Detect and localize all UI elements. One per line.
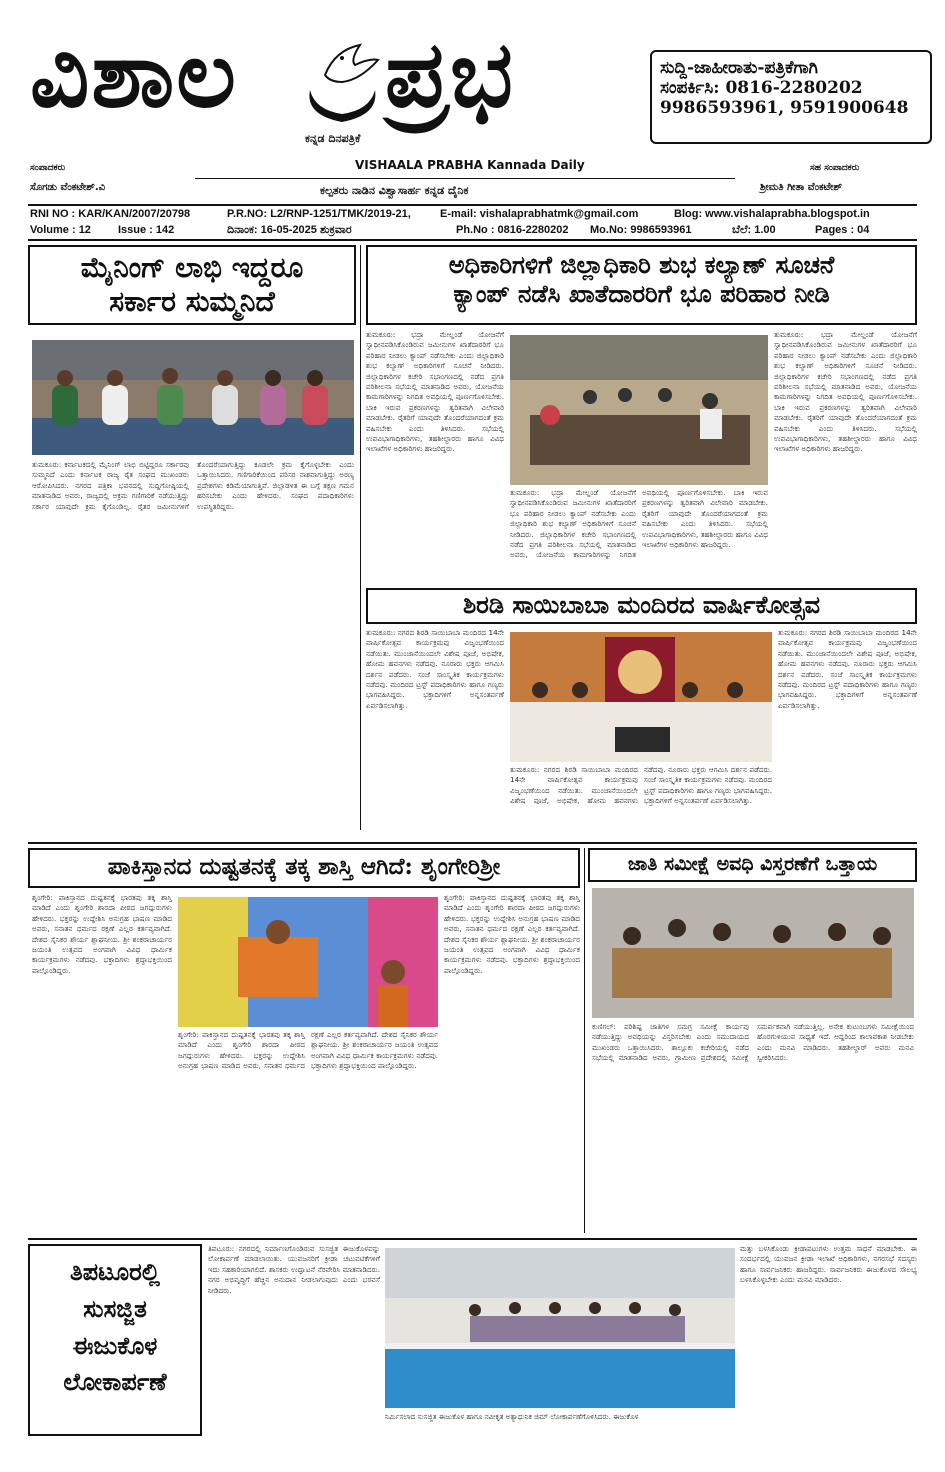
article6-headline-line2: ಸುಸಜ್ಜಿತ	[83, 1293, 147, 1323]
article2-headline-box	[366, 245, 917, 325]
article2-headline-line2: ಕ್ಯಾಂಪ್ ನಡೆಸಿ ಖಾತೆದಾರರಿಗೆ ಭೂ ಪರಿಹಾರ ನೀಡಿ	[453, 278, 830, 308]
price: ಬೆಲೆ: 1.00	[732, 224, 776, 236]
dove-emblem-icon	[300, 30, 385, 130]
column-divider	[360, 245, 361, 830]
masthead-english-name: VISHAALA PRABHA Kannada Daily	[355, 158, 585, 172]
article1-photo	[32, 340, 354, 455]
masthead-tagline: ಕನ್ನಡ ದಿನಪತ್ರಿಕೆ	[305, 132, 361, 145]
co-editor-name: ಶ್ರೀಮತಿ ಗೀತಾ ವೆಂಕಟೇಶ್	[760, 182, 843, 193]
meta-bottom-rule	[28, 239, 917, 241]
article6-headline-box	[28, 1244, 202, 1436]
contact-line-1: ಸುದ್ದಿ-ಜಾಹೀರಾತು-ಪತ್ರಿಕೆಗಾಗಿ	[660, 58, 818, 78]
contact-line-3: 9986593961, 9591900648	[660, 98, 909, 118]
article1-headline-line2: ಸರ್ಕಾರ ಸುಮ್ಮನಿದೆ	[109, 284, 275, 318]
phone: Ph.No : 0816-2280202	[456, 224, 569, 236]
article4-headline-box	[28, 848, 580, 888]
article6-body-right: ಮತ್ತು ಬಳಸಿಕೊಂಡು ಕ್ರೀಡಾಪಟುಗಳು ಉತ್ತಮ ಸಾಧನೆ ಮಾಡಬೇಕು. ಈ ಸಂದರ್ಭದಲ್ಲಿ ಯುವಜನ ಕ್ರೀಡಾ ಇಲಾಖೆ ಅಧಿಕಾರಿಗಳು, ನಗರಸಭೆ ಸದಸ್ಯರು ಹಾಗೂ ಸಾರ್ವಜನಿಕರು ಹಾಜರಿದ್ದರು. ಸಾರ್ವಜನಿಕರು ಈಜುಕೊಳದ ಸೌಲಭ್ಯ ಬಳಸಿಕೊಳ್ಳಬೇಕು ಎಂದು ಮನವಿ ಮಾಡಿದರು.	[740, 1244, 917, 1285]
article2-body-left: ತುಮಕೂರು: ಭದ್ರಾ ಮೇಲ್ದಂಡೆ ಯೋಜನೆಗೆ ಸ್ವಾಧೀನಪಡಿಸಿಕೊಂಡಿರುವ ಜಮೀನುಗಳ ಖಾತೆದಾರರಿಗೆ ಭೂ ಪರಿಹಾರ ನೀಡಲು ಕ್ಯಾಂಪ್ ನಡೆಸಬೇಕು ಎಂದು ಜಿಲ್ಲಾಧಿಕಾರಿ ಶುಭ ಕಲ್ಯಾಣ್ ಅಧಿಕಾರಿಗಳಿಗೆ ಸೂಚನೆ ನೀಡಿದರು. ಜಿಲ್ಲಾಧಿಕಾರಿಗಳ ಕಚೇರಿ ಸಭಾಂಗಣದಲ್ಲಿ ನಡೆದ ಪ್ರಗತಿ ಪರಿಶೀಲನಾ ಸಭೆಯಲ್ಲಿ ಮಾತನಾಡಿದ ಅವರು, ಯೋಜನೆಯ ಕಾಮಗಾರಿಗಳನ್ನು ನಿಗದಿತ ಅವಧಿಯಲ್ಲಿ ಪೂರ್ಣಗೊಳಿಸಬೇಕು. ಬಾಕಿ ಇರುವ ಪ್ರಕರಣಗಳನ್ನು ತ್ವರಿತವಾಗಿ ವಿಲೇವಾರಿ ಮಾಡಬೇಕು. ರೈತರಿಗೆ ಯಾವುದೇ ತೊಂದರೆಯಾಗದಂತೆ ಕ್ರಮ ವಹಿಸಬೇಕು ಎಂದು ತಿಳಿಸಿದರು. ಸಭೆಯಲ್ಲಿ ಉಪವಿಭಾಗಾಧಿಕಾರಿಗಳು, ತಹಶೀಲ್ದಾರರು ಹಾಗೂ ವಿವಿಧ ಇಲಾಖೆಗಳ ಅಧಿಕಾರಿಗಳು ಹಾಜರಿದ್ದರು.	[366, 330, 504, 454]
article3-body-right: ತುಮಕೂರು: ನಗರದ ಶಿರಡಿ ಸಾಯಿಬಾಬಾ ಮಂದಿರದ 14ನೇ ವಾರ್ಷಿಕೋತ್ಸವ ಕಾರ್ಯಕ್ರಮವು ವಿಜೃಂಭಣೆಯಿಂದ ನಡೆಯಿತು. ಮುಂಜಾನೆಯಿಂದಲೇ ವಿಶೇಷ ಪೂಜೆ, ಅಭಿಷೇಕ, ಹೋಮ ಹವನಗಳು ನಡೆದವು. ನೂರಾರು ಭಕ್ತರು ಆಗಮಿಸಿ ದರ್ಶನ ಪಡೆದರು. ಸಂಜೆ ಸಾಂಸ್ಕೃತಿಕ ಕಾರ್ಯಕ್ರಮಗಳು ನಡೆದವು. ಮಂದಿರದ ಟ್ರಸ್ಟ್ ಪದಾಧಿಕಾರಿಗಳು ಹಾಗೂ ಗಣ್ಯರು ಭಾಗವಹಿಸಿದ್ದರು. ಭಕ್ತಾದಿಗಳಿಗೆ ಅನ್ನಸಂತರ್ಪಣೆ ಏರ್ಪಡಿಸಲಾಗಿತ್ತು.	[778, 628, 917, 710]
mobile: Mo.No: 9986593961	[590, 224, 692, 236]
article5-body: ಕುಣಿಗಲ್: ಪರಿಶಿಷ್ಟ ಜಾತಿಗಳ ಸಮಗ್ರ ಸಮೀಕ್ಷೆ ಕಾರ್ಯವು ನಡೆಯುತ್ತಿದ್ದು ಅವಧಿಯನ್ನು ವಿಸ್ತರಿಸಬೇಕು ಎಂದು ಸಮುದಾಯದ ಮುಖಂಡರು ಒತ್ತಾಯಿಸಿದರು. ತಾಲ್ಲೂಕು ಕಚೇರಿಯಲ್ಲಿ ನಡೆದ ಸಭೆಯಲ್ಲಿ ಮಾತನಾಡಿದ ಅವರು, ಗ್ರಾಮೀಣ ಪ್ರದೇಶದಲ್ಲಿ ಸಮೀಕ್ಷೆ ಸಮರ್ಪಕವಾಗಿ ನಡೆಯುತ್ತಿಲ್ಲ. ಅನೇಕ ಕುಟುಂಬಗಳು ಸಮೀಕ್ಷೆಯಿಂದ ಹೊರಗುಳಿಯುವ ಸಾಧ್ಯತೆ ಇದೆ. ಆದ್ದರಿಂದ ಕಾಲಾವಕಾಶ ನೀಡಬೇಕು ಎಂದು ಮನವಿ ಮಾಡಿದರು. ತಹಶೀಲ್ದಾರ್ ಅವರು ಮನವಿ ಸ್ವೀಕರಿಸಿದರು.	[592, 1022, 914, 1063]
article2-photo	[510, 335, 768, 485]
masthead-title-right: ಪ್ರಭ	[385, 20, 515, 128]
contact-line-2: ಸಂಪರ್ಕಿಸಿ: 0816-2280202	[660, 78, 863, 98]
editor-name: ಸೊಗಡು ವೆಂಕಟೇಶ್.ವಿ	[30, 182, 106, 193]
masthead-slogan: ಕಲ್ಪತರು ನಾಡಿನ ವಿಶ್ವಾಸಾರ್ಹ ಕನ್ನಡ ದೈನಿಕ	[320, 184, 469, 197]
co-editor-label: ಸಹ ಸಂಪಾದಕರು	[810, 163, 860, 173]
rni-number: RNI NO : KAR/KAN/2007/20798	[30, 208, 191, 220]
issue-date: ದಿನಾಂಕ: 16-05-2025 ಶುಕ್ರವಾರ	[227, 224, 352, 236]
article6-photo	[385, 1248, 735, 1408]
editor-label: ಸಂಪಾದಕರು	[30, 163, 66, 173]
article3-headline-box	[366, 588, 917, 624]
article5-headline-box	[588, 848, 917, 882]
article4-body-right: ಶೃಂಗೇರಿ: ಪಾಕಿಸ್ತಾನದ ದುಷ್ಟತನಕ್ಕೆ ಭಾರತವು ತಕ್ಕ ಶಾಸ್ತಿ ಮಾಡಿದೆ ಎಂದು ಶೃಂಗೇರಿ ಶಾರದಾ ಪೀಠದ ಜಗದ್ಗುರುಗಳು ಹೇಳಿದರು. ಭಕ್ತರನ್ನು ಉದ್ದೇಶಿಸಿ ಅನುಗ್ರಹ ಭಾಷಣ ಮಾಡಿದ ಅವರು, ಸನಾತನ ಧರ್ಮದ ರಕ್ಷಣೆ ಎಲ್ಲರ ಕರ್ತವ್ಯವಾಗಿದೆ. ದೇಶದ ಸೈನಿಕರ ಶೌರ್ಯ ಶ್ಲಾಘನೀಯ. ಶ್ರೀ ಶಂಕರಾಚಾರ್ಯರ ಜಯಂತಿ ಉತ್ಸವದ ಅಂಗವಾಗಿ ವಿವಿಧ ಧಾರ್ಮಿಕ ಕಾರ್ಯಕ್ರಮಗಳು ನಡೆದವು. ಭಕ್ತಾದಿಗಳು ಶ್ರದ್ಧಾಭಕ್ತಿಯಿಂದ ಪಾಲ್ಗೊಂಡಿದ್ದರು.	[444, 893, 580, 975]
article6-headline-line1: ತಿಪಟೂರಲ್ಲಿ	[70, 1257, 160, 1286]
article3-headline: ಶಿರಡಿ ಸಾಯಿಬಾಬಾ ಮಂದಿರದ ವಾರ್ಷಿಕೋತ್ಸವ	[463, 590, 820, 619]
article1-body: ತುಮಕೂರು: ಕರ್ನಾಟಕದಲ್ಲಿ ಮೈನಿಂಗ್ ಲಾಭಿ ಬಿಟ್ಟಿದ್ದರೂ ಸರ್ಕಾರವು ಸುಮ್ಮನಿದೆ ಎಂದು ಕರ್ನಾಟಕ ರಾಜ್ಯ ರೈತ ಸಂಘದ ಮುಖಂಡರು ಆರೋಪಿಸಿದರು. ನಗರದ ಪತ್ರಿಕಾ ಭವನದಲ್ಲಿ ಸುದ್ದಿಗೋಷ್ಠಿಯಲ್ಲಿ ಮಾತನಾಡಿದ ಅವರು, ರಾಜ್ಯದಲ್ಲಿ ಅಕ್ರಮ ಗಣಿಗಾರಿಕೆ ನಡೆಯುತ್ತಿದ್ದು ಸರ್ಕಾರ ಯಾವುದೇ ಕ್ರಮ ಕೈಗೊಂಡಿಲ್ಲ. ರೈತರ ಜಮೀನುಗಳಿಗೆ ತೊಂದರೆಯಾಗುತ್ತಿದ್ದು ಕೂಡಲೇ ಕ್ರಮ ಕೈಗೊಳ್ಳಬೇಕು ಎಂದು ಒತ್ತಾಯಿಸಿದರು. ಗಣಿಗಾರಿಕೆಯಿಂದ ಪರಿಸರ ನಾಶವಾಗುತ್ತಿದ್ದು ಅರಣ್ಯ ಪ್ರದೇಶಗಳು ಕಡಿಮೆಯಾಗುತ್ತಿವೆ. ಜಿಲ್ಲಾಡಳಿತ ಈ ಬಗ್ಗೆ ತಕ್ಷಣ ಗಮನ ಹರಿಸಬೇಕು ಎಂದು ಹೇಳಿದರು. ಸಂಘದ ಪದಾಧಿಕಾರಿಗಳು ಉಪಸ್ಥಿತರಿದ್ದರು.	[32, 460, 354, 511]
article6-headline-line4: ಲೋಕಾರ್ಪಣೆ	[63, 1367, 167, 1397]
pages: Pages : 04	[815, 224, 870, 236]
meta-top-rule	[28, 204, 917, 206]
article4-headline: ಪಾಕಿಸ್ತಾನದ ದುಷ್ಟತನಕ್ಕೆ ತಕ್ಕ ಶಾಸ್ತಿ ಆಗಿದೆ: ಶೃಂಗೇರಿಶ್ರೀ	[107, 853, 501, 880]
article4-body-left: ಶೃಂಗೇರಿ: ಪಾಕಿಸ್ತಾನದ ದುಷ್ಟತನಕ್ಕೆ ಭಾರತವು ತಕ್ಕ ಶಾಸ್ತಿ ಮಾಡಿದೆ ಎಂದು ಶೃಂಗೇರಿ ಶಾರದಾ ಪೀಠದ ಜಗದ್ಗುರುಗಳು ಹೇಳಿದರು. ಭಕ್ತರನ್ನು ಉದ್ದೇಶಿಸಿ ಅನುಗ್ರಹ ಭಾಷಣ ಮಾಡಿದ ಅವರು, ಸನಾತನ ಧರ್ಮದ ರಕ್ಷಣೆ ಎಲ್ಲರ ಕರ್ತವ್ಯವಾಗಿದೆ. ದೇಶದ ಸೈನಿಕರ ಶೌರ್ಯ ಶ್ಲಾಘನೀಯ. ಶ್ರೀ ಶಂಕರಾಚಾರ್ಯರ ಜಯಂತಿ ಉತ್ಸವದ ಅಂಗವಾಗಿ ವಿವಿಧ ಧಾರ್ಮಿಕ ಕಾರ್ಯಕ್ರಮಗಳು ನಡೆದವು. ಭಕ್ತಾದಿಗಳು ಶ್ರದ್ಧಾಭಕ್ತಿಯಿಂದ ಪಾಲ್ಗೊಂಡಿದ್ದರು.	[32, 893, 172, 975]
article1-headline-line1: ಮೈನಿಂಗ್ ಲಾಭಿ ಇದ್ದರೂ	[80, 251, 304, 284]
issue: Issue : 142	[118, 224, 175, 236]
volume: Volume : 12	[30, 224, 91, 236]
article6-headline-line3: ಈಜುಕೊಳ	[72, 1330, 158, 1360]
column-divider-2	[584, 848, 585, 1233]
article1-headline-box	[28, 245, 356, 325]
article3-body-left: ತುಮಕೂರು: ನಗರದ ಶಿರಡಿ ಸಾಯಿಬಾಬಾ ಮಂದಿರದ 14ನೇ ವಾರ್ಷಿಕೋತ್ಸವ ಕಾರ್ಯಕ್ರಮವು ವಿಜೃಂಭಣೆಯಿಂದ ನಡೆಯಿತು. ಮುಂಜಾನೆಯಿಂದಲೇ ವಿಶೇಷ ಪೂಜೆ, ಅಭಿಷೇಕ, ಹೋಮ ಹವನಗಳು ನಡೆದವು. ನೂರಾರು ಭಕ್ತರು ಆಗಮಿಸಿ ದರ್ಶನ ಪಡೆದರು. ಸಂಜೆ ಸಾಂಸ್ಕೃತಿಕ ಕಾರ್ಯಕ್ರಮಗಳು ನಡೆದವು. ಮಂದಿರದ ಟ್ರಸ್ಟ್ ಪದಾಧಿಕಾರಿಗಳು ಹಾಗೂ ಗಣ್ಯರು ಭಾಗವಹಿಸಿದ್ದರು. ಭಕ್ತಾದಿಗಳಿಗೆ ಅನ್ನಸಂತರ್ಪಣೆ ಏರ್ಪಡಿಸಲಾಗಿತ್ತು.	[366, 628, 504, 710]
pr-number: P.R.NO: L2/RNP-1251/TMK/2019-21,	[227, 208, 411, 220]
article6-caption: ನಿರ್ಮಿಸಲಾದ ಸುಸಜ್ಜಿತ ಈಜುಕೊಳ ಹಾಗೂ ನವೀಕೃತ ಅತ್ಯಾಧುನಿಕ ಜಿಮ್ ಲೋಕಾರ್ಪಣೆಗೊಳಿಸಿದರು. ಈಜುಕೊಳ	[385, 1412, 639, 1421]
article2-body-right: ತುಮಕೂರು: ಭದ್ರಾ ಮೇಲ್ದಂಡೆ ಯೋಜನೆಗೆ ಸ್ವಾಧೀನಪಡಿಸಿಕೊಂಡಿರುವ ಜಮೀನುಗಳ ಖಾತೆದಾರರಿಗೆ ಭೂ ಪರಿಹಾರ ನೀಡಲು ಕ್ಯಾಂಪ್ ನಡೆಸಬೇಕು ಎಂದು ಜಿಲ್ಲಾಧಿಕಾರಿ ಶುಭ ಕಲ್ಯಾಣ್ ಅಧಿಕಾರಿಗಳಿಗೆ ಸೂಚನೆ ನೀಡಿದರು. ಜಿಲ್ಲಾಧಿಕಾರಿಗಳ ಕಚೇರಿ ಸಭಾಂಗಣದಲ್ಲಿ ನಡೆದ ಪ್ರಗತಿ ಪರಿಶೀಲನಾ ಸಭೆಯಲ್ಲಿ ಮಾತನಾಡಿದ ಅವರು, ಯೋಜನೆಯ ಕಾಮಗಾರಿಗಳನ್ನು ನಿಗದಿತ ಅವಧಿಯಲ್ಲಿ ಪೂರ್ಣಗೊಳಿಸಬೇಕು. ಬಾಕಿ ಇರುವ ಪ್ರಕರಣಗಳನ್ನು ತ್ವರಿತವಾಗಿ ವಿಲೇವಾರಿ ಮಾಡಬೇಕು. ರೈತರಿಗೆ ಯಾವುದೇ ತೊಂದರೆಯಾಗದಂತೆ ಕ್ರಮ ವಹಿಸಬೇಕು ಎಂದು ತಿಳಿಸಿದರು. ಸಭೆಯಲ್ಲಿ ಉಪವಿಭಾಗಾಧಿಕಾರಿಗಳು, ತಹಶೀಲ್ದಾರರು ಹಾಗೂ ವಿವಿಧ ಇಲಾಖೆಗಳ ಅಧಿಕಾರಿಗಳು ಹಾಜರಿದ್ದರು.	[774, 330, 917, 454]
section-rule-2	[28, 1238, 917, 1240]
contact-box	[650, 50, 932, 144]
article5-photo	[592, 888, 914, 1018]
section-rule-1	[28, 842, 917, 844]
masthead-title-left: ವಿಶಾಲ	[30, 20, 238, 128]
article4-body-middle: ಶೃಂಗೇರಿ: ಪಾಕಿಸ್ತಾನದ ದುಷ್ಟತನಕ್ಕೆ ಭಾರತವು ತಕ್ಕ ಶಾಸ್ತಿ ಮಾಡಿದೆ ಎಂದು ಶೃಂಗೇರಿ ಶಾರದಾ ಪೀಠದ ಜಗದ್ಗುರುಗಳು ಹೇಳಿದರು. ಭಕ್ತರನ್ನು ಉದ್ದೇಶಿಸಿ ಅನುಗ್ರಹ ಭಾಷಣ ಮಾಡಿದ ಅವರು, ಸನಾತನ ಧರ್ಮದ ರಕ್ಷಣೆ ಎಲ್ಲರ ಕರ್ತವ್ಯವಾಗಿದೆ. ದೇಶದ ಸೈನಿಕರ ಶೌರ್ಯ ಶ್ಲಾಘನೀಯ. ಶ್ರೀ ಶಂಕರಾಚಾರ್ಯರ ಜಯಂತಿ ಉತ್ಸವದ ಅಂಗವಾಗಿ ವಿವಿಧ ಧಾರ್ಮಿಕ ಕಾರ್ಯಕ್ರಮಗಳು ನಡೆದವು. ಭಕ್ತಾದಿಗಳು ಶ್ರದ್ಧಾಭಕ್ತಿಯಿಂದ ಪಾಲ್ಗೊಂಡಿದ್ದರು.	[178, 1030, 438, 1071]
article3-photo	[510, 632, 772, 762]
article2-body-middle: ತುಮಕೂರು: ಭದ್ರಾ ಮೇಲ್ದಂಡೆ ಯೋಜನೆಗೆ ಸ್ವಾಧೀನಪಡಿಸಿಕೊಂಡಿರುವ ಜಮೀನುಗಳ ಖಾತೆದಾರರಿಗೆ ಭೂ ಪರಿಹಾರ ನೀಡಲು ಕ್ಯಾಂಪ್ ನಡೆಸಬೇಕು ಎಂದು ಜಿಲ್ಲಾಧಿಕಾರಿ ಶುಭ ಕಲ್ಯಾಣ್ ಅಧಿಕಾರಿಗಳಿಗೆ ಸೂಚನೆ ನೀಡಿದರು. ಜಿಲ್ಲಾಧಿಕಾರಿಗಳ ಕಚೇರಿ ಸಭಾಂಗಣದಲ್ಲಿ ನಡೆದ ಪ್ರಗತಿ ಪರಿಶೀಲನಾ ಸಭೆಯಲ್ಲಿ ಮಾತನಾಡಿದ ಅವರು, ಯೋಜನೆಯ ಕಾಮಗಾರಿಗಳನ್ನು ನಿಗದಿತ ಅವಧಿಯಲ್ಲಿ ಪೂರ್ಣಗೊಳಿಸಬೇಕು. ಬಾಕಿ ಇರುವ ಪ್ರಕರಣಗಳನ್ನು ತ್ವರಿತವಾಗಿ ವಿಲೇವಾರಿ ಮಾಡಬೇಕು. ರೈತರಿಗೆ ಯಾವುದೇ ತೊಂದರೆಯಾಗದಂತೆ ಕ್ರಮ ವಹಿಸಬೇಕು ಎಂದು ತಿಳಿಸಿದರು. ಸಭೆಯಲ್ಲಿ ಉಪವಿಭಾಗಾಧಿಕಾರಿಗಳು, ತಹಶೀಲ್ದಾರರು ಹಾಗೂ ವಿವಿಧ ಇಲಾಖೆಗಳ ಅಧಿಕಾರಿಗಳು ಹಾಜರಿದ್ದರು.	[510, 488, 768, 560]
blog: Blog: www.vishalaprabha.blogspot.in	[674, 208, 870, 220]
slogan-rule	[195, 178, 735, 179]
article5-headline: ಜಾತಿ ಸಮೀಕ್ಷೆ ಅವಧಿ ವಿಸ್ತರಣೆಗೆ ಒತ್ತಾಯ	[627, 853, 878, 875]
article3-body-middle: ತುಮಕೂರು: ನಗರದ ಶಿರಡಿ ಸಾಯಿಬಾಬಾ ಮಂದಿರದ 14ನೇ ವಾರ್ಷಿಕೋತ್ಸವ ಕಾರ್ಯಕ್ರಮವು ವಿಜೃಂಭಣೆಯಿಂದ ನಡೆಯಿತು. ಮುಂಜಾನೆಯಿಂದಲೇ ವಿಶೇಷ ಪೂಜೆ, ಅಭಿಷೇಕ, ಹೋಮ ಹವನಗಳು ನಡೆದವು. ನೂರಾರು ಭಕ್ತರು ಆಗಮಿಸಿ ದರ್ಶನ ಪಡೆದರು. ಸಂಜೆ ಸಾಂಸ್ಕೃತಿಕ ಕಾರ್ಯಕ್ರಮಗಳು ನಡೆದವು. ಮಂದಿರದ ಟ್ರಸ್ಟ್ ಪದಾಧಿಕಾರಿಗಳು ಹಾಗೂ ಗಣ್ಯರು ಭಾಗವಹಿಸಿದ್ದರು. ಭಕ್ತಾದಿಗಳಿಗೆ ಅನ್ನಸಂತರ್ಪಣೆ ಏರ್ಪಡಿಸಲಾಗಿತ್ತು.	[510, 765, 772, 806]
email: E-mail: vishalaprabhatmk@gmail.com	[440, 208, 639, 220]
article6-body-left: ತಿಪಟೂರು: ನಗರದಲ್ಲಿ ನಿರ್ಮಾಣಗೊಂಡಿರುವ ಸುಸಜ್ಜಿತ ಈಜುಕೊಳವನ್ನು ಲೋಕಾರ್ಪಣೆ ಮಾಡಲಾಯಿತು. ಯುವಜನರಿಗೆ ಕ್ರೀಡಾ ಚಟುವಟಿಕೆಗಳಿಗೆ ಇದು ಸಹಕಾರಿಯಾಗಲಿದೆ. ಶಾಸಕರು ಉದ್ಘಾಟನೆ ನೆರವೇರಿಸಿ ಮಾತನಾಡಿದರು. ನಗರ ಅಭಿವೃದ್ಧಿಗೆ ಹೆಚ್ಚಿನ ಅನುದಾನ ನೀಡಲಾಗುವುದು ಎಂದು ಭರವಸೆ ನೀಡಿದರು.	[208, 1244, 380, 1295]
article4-photo	[178, 897, 438, 1027]
article2-headline-line1: ಅಧಿಕಾರಿಗಳಿಗೆ ಜಿಲ್ಲಾಧಿಕಾರಿ ಶುಭ ಕಲ್ಯಾಣ್ ಸೂಚನೆ	[448, 250, 835, 279]
